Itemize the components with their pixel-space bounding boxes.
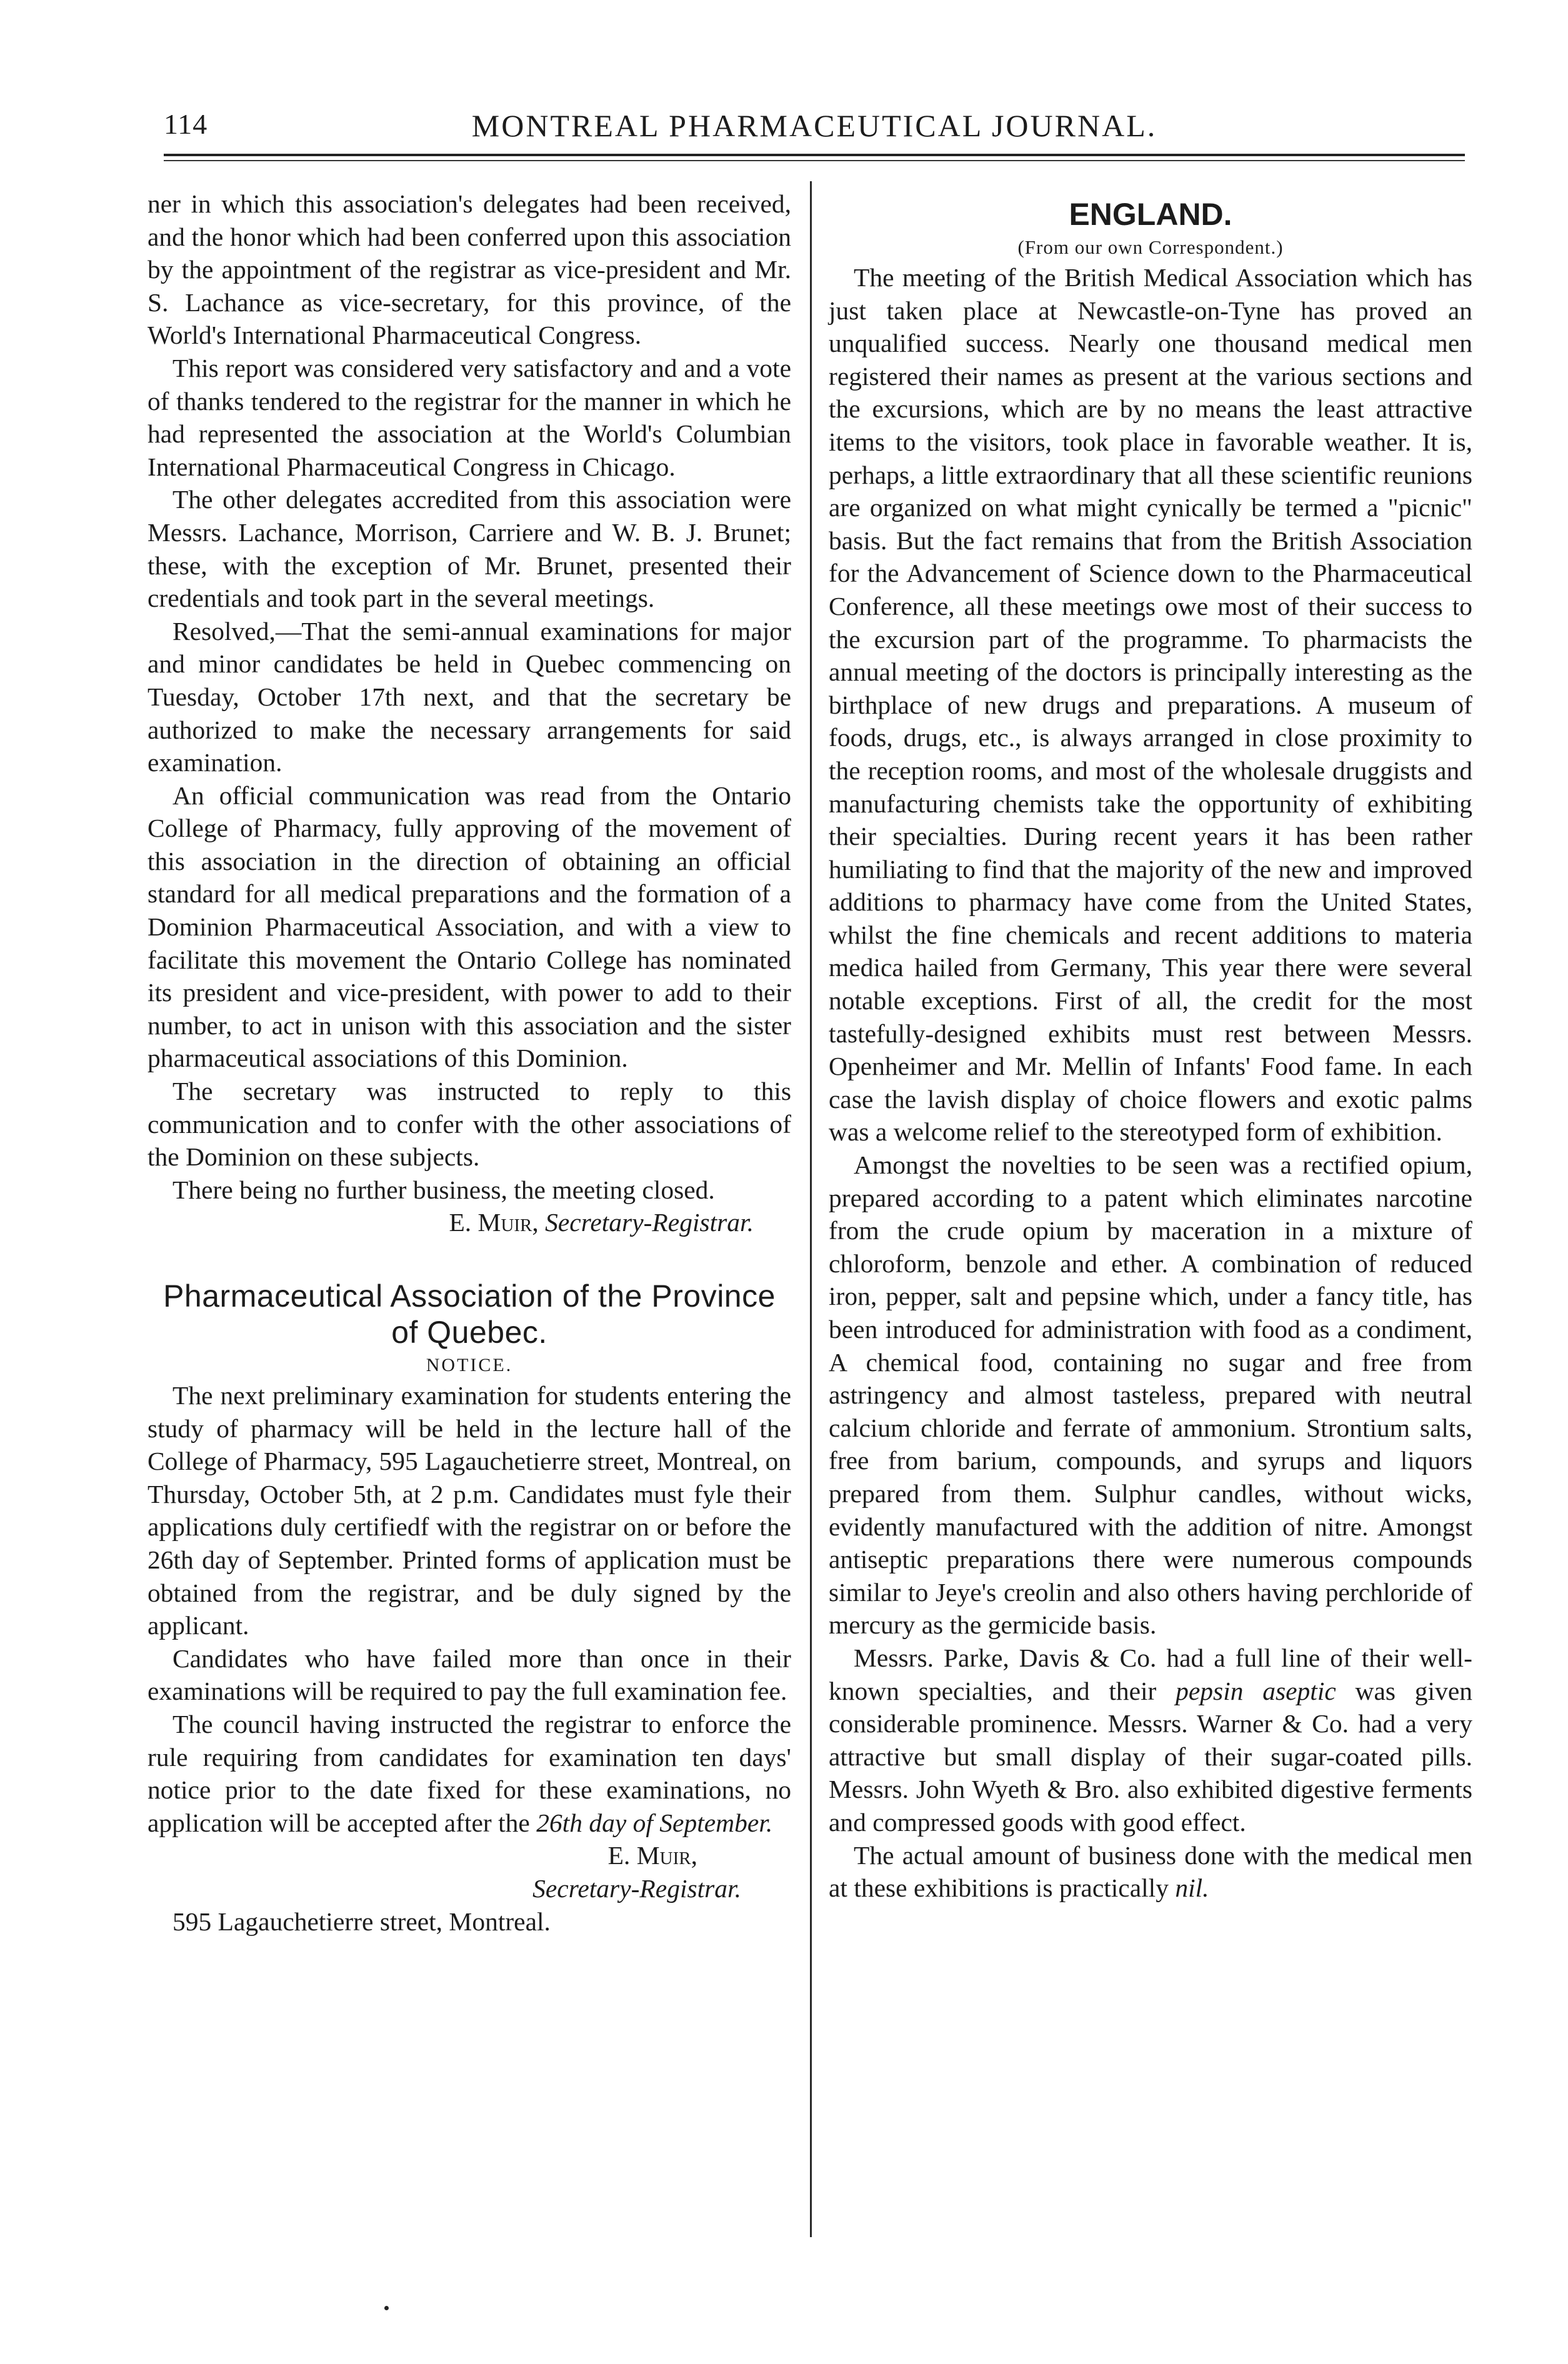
- paragraph: Resolved,—That the semi-annual examinations for major and minor candidates be held in Quebec commencing on Tuesday, October 17th next, and that the secretary be authorized to make the necessary arrangements for said examination.: [147, 616, 791, 777]
- left-column: [147, 187, 791, 1938]
- column-divider: [810, 181, 812, 2237]
- closing-name: [147, 1839, 791, 1872]
- page-number: 114: [164, 108, 208, 140]
- paragraph: An official communication was read from the Ontario College of Pharmacy, fully approving of the movement of this association in the direction of obtaining an official standard for all medical preparations and the formation of a Dominion Pharmaceutical Association, and with a view to facilitate this movement the Ontario College has nominated its president and vice-president, with power to add to their number, to act in unison with this association and the sister pharmaceutical associations of this Dominion.: [147, 781, 791, 1073]
- paragraph: [829, 1839, 1472, 1905]
- paragraph: There being no further business, the meeting closed.: [172, 1175, 715, 1204]
- text-run: The actual amount of business done with the medical men at these exhibitions is practically: [829, 1840, 1472, 1903]
- closing-title: Secretary-Registrar.: [532, 1873, 741, 1903]
- notice-paragraph: Candidates who have failed more than once in their examinations will be required to pay the full examination fee.: [147, 1643, 791, 1706]
- paragraph: The other delegates accredited from this association were Messrs. Lachance, Morrison, Carriere and W. B. J. Brunet; these, with the exception of Mr. Brunet, presented their credentials and took part in the several meetings.: [147, 485, 791, 613]
- paragraph: Amongst the novelties to be seen was a rectified opium, prepared according to a patent which eliminates narcotine from the crude opium by maceration in a mixture of chloroform, benzole and ether. A combination of reduced iron, pepper, salt and pepsine which, under a fancy title, has been introduced for administration with food as a condiment, A chemical food, containing no sugar and free from astringency and almost tasteless, prepared with neutral calcium chloride and ferrate of ammonium. Strontium salts, free from barium, compounds, and syrups and liquors prepared from them. Sulphur candles, without wicks, evidently manufactured with the addition of nitre. Amongst antiseptic preparations there were numerous compounds similar to Jeye's creolin and also others having perchloride of mercury as the germicide basis.: [829, 1150, 1472, 1640]
- header-rule: [164, 154, 1465, 156]
- signature-name: E. Muir,: [449, 1208, 539, 1237]
- header-rule-thin: [164, 160, 1465, 161]
- signature-title: Secretary-Registrar.: [545, 1208, 754, 1237]
- section-heading-england: ENGLAND.: [1069, 197, 1232, 232]
- right-column: [829, 187, 1472, 1905]
- paragraph: The meeting of the British Medical Association which has just taken place at Newcastle-on-Tyne has proved an unqualified success. Nearly one thousand medical men registered their names as present at the various sections and the excursions, which are by no means the least attractive items to the visitors, took place in favorable weather. It is, perhaps, a little extraordinary that all these scientific reunions are organized on what might cynically be termed a "picnic" basis. But the fact remains that from the British Association for the Advancement of Science down to the Pharmaceutical Conference, all these meetings owe most of their success to the excursion part of the programme. To pharmacists the annual meeting of the doctors is principally interesting as the birthplace of new drugs and preparations. A museum of foods, drugs, etc., is always arranged in close proximity to the reception rooms, and most of the wholesale druggists and manufacturing chemists take the opportunity of exhibiting their specialties. During recent years it has been rather humiliating to find that the majority of the new and improved additions to pharmacy have come from the United States, whilst the fine chemicals and recent additions to materia medica hailed from Germany, This year there were several notable exceptions. First of all, the credit for the most tastefully-designed exhibits must rest between Messrs. Openheimer and Mr. Mellin of Infants' Food fame. In each case the lavish display of choice flowers and exotic palms was a welcome relief to the stereotyped form of exhibition.: [829, 263, 1472, 1147]
- deadline-date: 26th day of September.: [536, 1808, 773, 1837]
- notice-paragraph: [147, 1708, 791, 1839]
- page-header: [164, 107, 1465, 151]
- print-speck: [384, 2306, 389, 2310]
- address: 595 Lagauchetierre street, Montreal.: [172, 1907, 551, 1936]
- section-heading: Pharmaceutical Association of the Province of Quebec.: [163, 1279, 776, 1350]
- paragraph: The secretary was instructed to reply to this communication and to confer with the other associations of the Dominion on these subjects.: [147, 1077, 791, 1172]
- text-run: was given considerable prominence. Messrs. Warner & Co. had a very attractive but small display of their sugar-coated pills. Messrs. John Wyeth & Bro. also exhibited digestive ferments and compressed goods with good effect.: [829, 1676, 1472, 1837]
- byline: (From our own Correspondent.): [1017, 236, 1284, 258]
- paragraph: This report was considered very satisfactory and and a vote of thanks tendered to the registrar for the manner in which he had represented the association at the World's Columbian International Pharmaceutical Congress in Chicago.: [147, 353, 791, 481]
- paragraph: ner in which this association's delegates had been received, and the honor which had been conferred upon this association by the appointment of the registrar as vice-president and Mr. S. Lachance as vice-secretary, for this province, of the World's International Pharmaceutical Congress.: [147, 189, 791, 350]
- text-run: The council having instructed the registrar to enforce the rule requiring from candidates for examination ten days' notice prior to the date fixed for these examinations, no application will be accepted after the: [147, 1709, 791, 1837]
- signature: [147, 1206, 791, 1239]
- running-title: MONTREAL PHARMACEUTICAL JOURNAL.: [471, 108, 1157, 143]
- paragraph: [829, 1642, 1472, 1839]
- text-run: Messrs. Parke, Davis & Co. had a full line of their well-known specialties, and their: [829, 1643, 1472, 1705]
- notice-label: NOTICE.: [426, 1355, 513, 1375]
- emphasis: nil.: [1175, 1873, 1209, 1903]
- notice-paragraph: The next preliminary examination for students entering the study of pharmacy will be held in the lecture hall of the College of Pharmacy, 595 Lagauchetierre street, Montreal, on Thursday, October 5th, at 2 p.m. Candidates must fyle their applications duly certifiedf with the registrar on or before the 26th day of September. Printed forms of application must be obtained from the registrar, and be duly signed by the applicant.: [147, 1381, 791, 1640]
- product-name: pepsin aseptic: [1176, 1676, 1336, 1705]
- closing-name-text: E. Muir,: [607, 1841, 697, 1870]
